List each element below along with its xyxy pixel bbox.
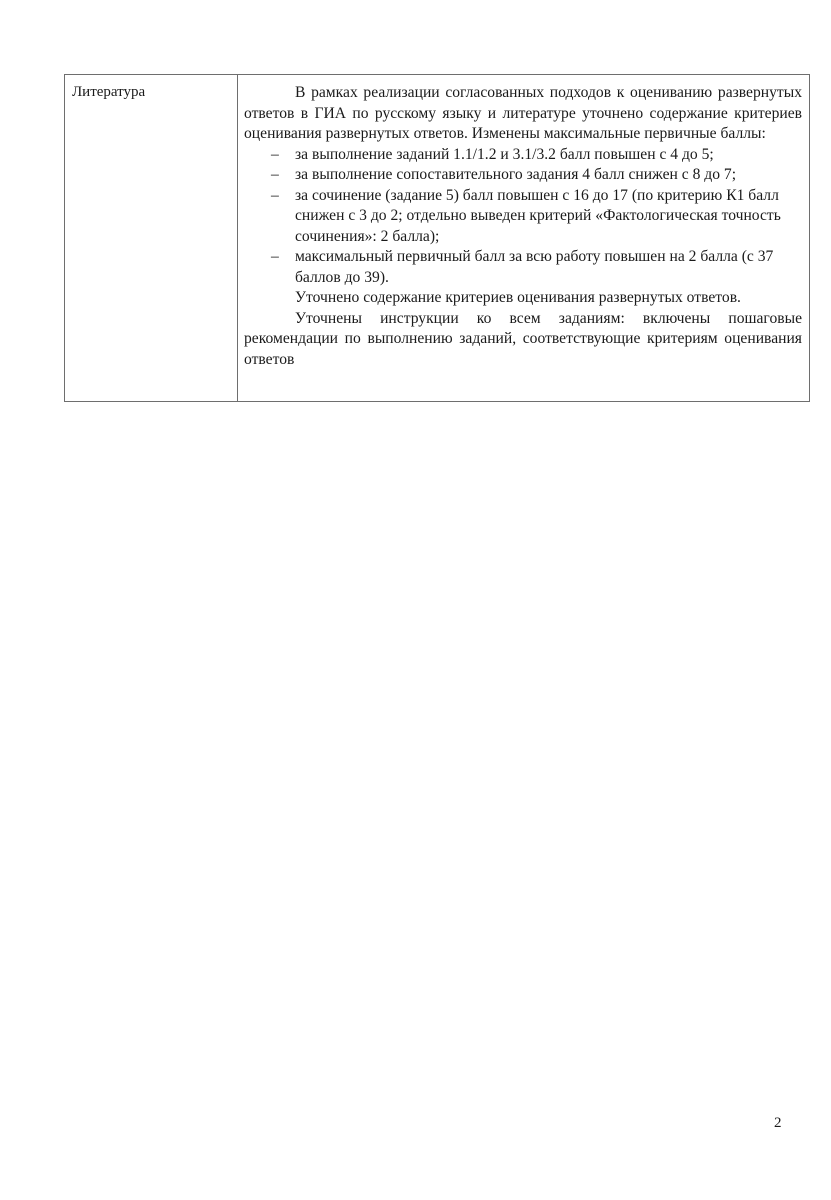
list-item [244,165,802,186]
list-item [244,186,802,248]
table-row [65,75,810,402]
list-item [244,145,802,166]
subject-cell [65,75,238,402]
intro-paragraph: В рамках реализации согласованных подходов к оцениванию развернутых ответов в ГИА по русскому языку и литературе уточнено содержание критериев оценивания развернутых ответов. Изменены максимальные первичные баллы: [244,84,802,142]
list-item [244,247,802,288]
score-changes-list [244,145,802,289]
instructions-paragraph: Уточнены инструкции ко всем заданиям: включены пошаговые рекомендации по выполнению заданий, соответствующие критериям оценивания ответов [244,309,802,368]
changes-cell [238,75,810,402]
list-item-text: максимальный первичный балл за всю работу повышен на 2 балла (с 37 баллов до 39). [295,248,774,286]
dash-marker: – [271,166,279,183]
changes-table [64,74,810,402]
dash-marker: – [271,186,279,204]
subject-label: Литература [72,84,146,100]
changes-content [238,75,809,370]
list-item-text: за выполнение сопоставительного задания 4 балл снижен с 8 до 7; [295,166,737,183]
page-number: 2 [774,1115,782,1131]
list-item-text: за сочинение (задание 5) балл повышен с 16 до 17 (по критерию К1 балл снижен с 3 до 2; отдельно выведен критерий «Фактологическая точность сочинения»: 2 балла); [295,186,781,245]
dash-marker: – [271,145,279,163]
list-item-text: за выполнение заданий 1.1/1.2 и 3.1/3.2 балл повышен с 4 до 5; [295,145,714,163]
criteria-paragraph: Уточнено содержание критериев оценивания развернутых ответов. [295,289,741,306]
dash-marker: – [271,248,279,265]
